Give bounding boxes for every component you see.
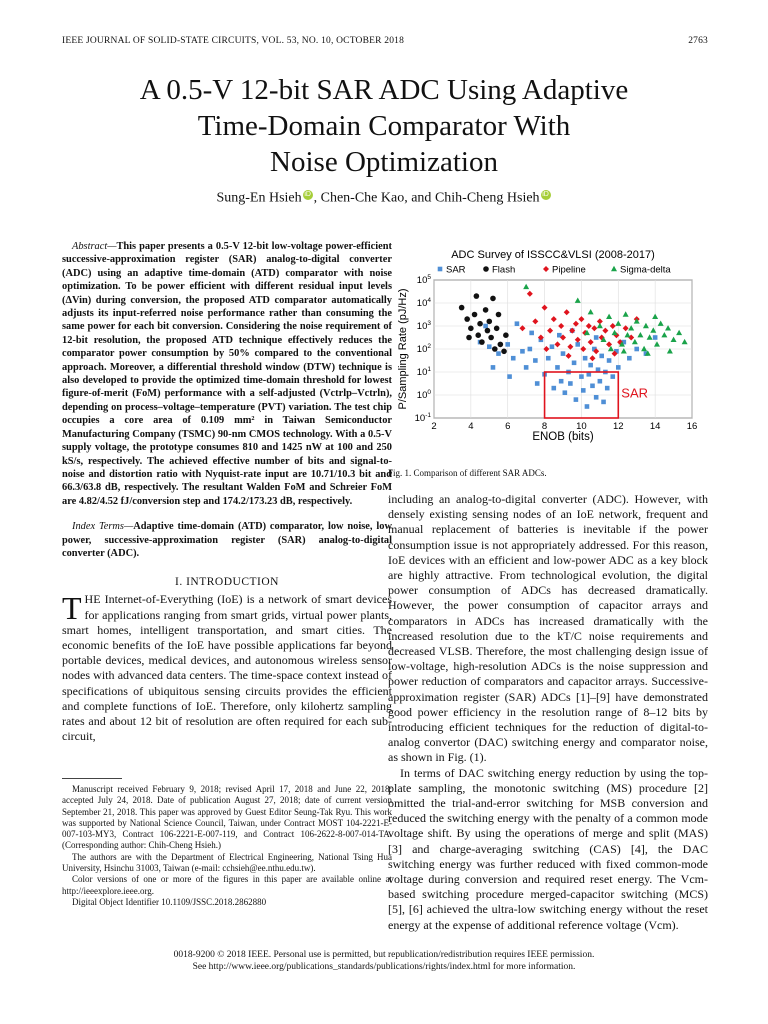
flash-point	[501, 349, 507, 355]
sar-point	[487, 344, 492, 349]
footnote-affiliation: The authors are with the Department of Electrical Engineering, National Tsing Hua University, Hsinchu 31003, Taiwan (e-mail: cchsieh@ee.nthu.edu.tw).	[62, 851, 392, 874]
x-tick-label: 10	[576, 421, 587, 432]
x-axis-label: ENOB (bits)	[532, 431, 594, 443]
chart-legend	[438, 265, 672, 276]
sar-point	[507, 374, 512, 379]
footnote-divider	[62, 778, 122, 779]
flash-point	[464, 316, 470, 322]
y-axis-label: P/Sampling Rate (pJ/Hz)	[397, 288, 409, 410]
flash-point	[474, 293, 480, 299]
abstract	[62, 240, 392, 508]
sar-point	[594, 395, 599, 400]
sar-point	[610, 374, 615, 379]
legend-marker	[438, 267, 443, 272]
intro-paragraph	[62, 592, 392, 744]
sar-point	[555, 365, 560, 370]
title-line-2: Time-Domain Comparator With	[197, 110, 571, 142]
body-paragraph: including an analog-to-digital converter (ADC). However, with densely existing sensing nodes of an IoE network, frequent and manual replacement of batteries is inevitable if the power consumption issue is not appropriately addressed. For this reason, IoE devices with an efficient and low-power ADC as a key block are highly attractive. From technological evolution, the digital power consumption of ADCs has decreased dramatically. However, the power consumption of capacitor arrays and comparators in ADCs has increased dramatically with the increased resolution due to the kT/C noise requirements and decreased VLSB. Therefore, the most challenging design issue of low-voltage, high-resolution ADCs is the noise suppression and power reduction of comparators and capacitor arrays. Successive-approximation register (SAR) ADCs [1]–[9] have demonstrated good power efficiency in the resolution range of 8–12 bits by introducing efficient techniques for the reduction of digital-to-analog convertor (DAC) switching energy and comparator noise, as shown in Fig. (1).	[388, 492, 708, 765]
sar-point	[585, 404, 590, 409]
sar-point	[572, 361, 577, 366]
y-tick-label: $10^2$	[416, 343, 431, 355]
sar-point	[581, 388, 586, 393]
flash-point	[485, 328, 491, 334]
sar-point	[574, 397, 579, 402]
sar-point	[563, 390, 568, 395]
sar-point	[588, 363, 593, 368]
body-paragraph: In terms of DAC switching energy reduction by using the top-plate sampling, the monotonic switching (MS) procedure [2] omitted the trial-and-error switching for MSB conversion and reduced the switching energy with the penalty of a common mode voltage shift. By using the operations of merge and split (MAS) [3] and charge-averaging switching (CAS) [4], the DAC switching energy was further reduced with fixed common-mode voltage during conversion and required reset energy. The Vcm-based switching procedure merged-capacitor switching (MCS) [5], [6] achieved the ultra-low switching energy without the reset energy at the expense of additional reference voltage (Vcm).	[388, 765, 708, 932]
y-tick-label: $10^5$	[416, 274, 431, 286]
title-line-3: Noise Optimization	[270, 146, 498, 178]
x-tick-label: 12	[612, 421, 624, 432]
flash-point	[475, 332, 481, 338]
figure-caption: Fig. 1. Comparison of different SAR ADCs.	[388, 468, 547, 478]
footnote-manuscript: Manuscript received February 9, 2018; revised April 17, 2018 and June 22, 2018; accepted July 24, 2018. Date of publication August 27, 2018; date of current version September 21, 2018. This paper was approved by Guest Editor Seung-Tak Ryu. This work was supported by National Science Council, Taiwan, under Contract MOST 104-2221-E-007-103-MY3, Contract 106-2221-E-007-119, and Contract 106-2622-8-007-014-TA. (Corresponding author: Chih-Cheng Hsieh.)	[62, 784, 392, 851]
figure-1-chart	[388, 240, 708, 460]
flash-point	[468, 326, 474, 332]
sar-point	[579, 374, 584, 379]
index-terms	[62, 520, 392, 560]
rights-line: See http://www.ieee.org/publications_standards/publications/rights/index.html for more information.	[192, 962, 576, 972]
sar-point	[496, 351, 501, 356]
y-tick-label: $10^3$	[416, 320, 431, 332]
sar-point	[520, 349, 525, 354]
abstract-text: This paper presents a 0.5-V 12-bit low-voltage power-efficient successive-approximation register (SAR) analog-to-digital converter (ADC) using an adaptive time-domain (ATD) comparator with noise optimization. To be power efficient with different residual input levels (ΔVin) during conversion, the proposed ATD comparator automatically adjusts its input-referred noise performance rather than consuming the same power for each bit conversion. Considering the noise requirement of 12-bit resolution, the proposed ATD technique effectively reduces the comparator power consumption by 50% compared to the conventional approach. Moreover, a differential threshold window (DTW) technique is also developed to provide the optimized time-domain threshold for lowest figure-of-merit (FoM) performance with a self-adjusted (Vctrlp–Vctrln), depending on process–voltage–temperature (PVT) variation. The test chip occupies a core area of 0.109 mm² in Taiwan Semiconductor Manufacturing Company (TSMC) 90-nm CMOS technology. With a 0.5-V supply voltage, the prototype consumes 810 and 1425 nW at 100 and 250 kS/s, respectively. The achieved effective number of bits and signal-to-noise and distortion ratio with Nyquist-rate input are 10.71/10.3 bit and 66.3/63.8 dB, respectively. The resultant Walden FoM and Schreier FoM are 4.82/4.52 fJ/conversion step and 174.2/173.23 dB, respectively.	[62, 241, 392, 507]
annotation-label: SAR	[621, 385, 649, 401]
sar-point	[535, 381, 540, 386]
sar-point	[598, 379, 603, 384]
flash-point	[459, 305, 465, 311]
flash-point	[496, 312, 502, 318]
sar-point	[634, 347, 639, 352]
sar-point	[599, 354, 604, 359]
legend-label: Flash	[492, 264, 516, 276]
flash-point	[477, 321, 483, 327]
running-header: IEEE JOURNAL OF SOLID-STATE CIRCUITS, VOL. 53, NO. 10, OCTOBER 2018	[62, 36, 405, 46]
right-body-text	[388, 492, 708, 933]
orcid-icon[interactable]: iD	[304, 191, 311, 198]
sar-point	[607, 358, 612, 363]
sar-point	[583, 356, 588, 361]
y-tick-label: $10^{-1}$	[414, 412, 431, 424]
sar-point	[594, 335, 599, 340]
sar-point	[546, 356, 551, 361]
legend-marker	[611, 266, 617, 271]
footnote	[62, 784, 392, 908]
legend-marker	[483, 266, 489, 272]
footnote-color: Color versions of one or more of the figures in this paper are available online at http://ieeexplore.ieee.org.	[62, 874, 392, 896]
sar-point	[551, 386, 556, 391]
page-number: 2763	[688, 36, 708, 46]
orcid-icon[interactable]: iD	[542, 191, 549, 198]
flash-point	[483, 307, 489, 313]
y-tick-label: $10^4$	[416, 297, 431, 309]
x-tick-label: 2	[431, 421, 437, 432]
flash-point	[503, 332, 509, 338]
sar-point	[491, 365, 496, 370]
y-tick-label: $10^1$	[416, 366, 431, 378]
copyright-notice	[0, 949, 768, 973]
author-3: Chih-Cheng Hsieh	[434, 190, 540, 206]
section-heading: I. INTRODUCTION	[175, 576, 279, 589]
flash-point	[466, 335, 472, 341]
sar-point	[616, 365, 621, 370]
index-terms-label: Index Terms—	[72, 521, 134, 533]
sar-point	[505, 342, 510, 347]
legend-label: Pipeline	[552, 264, 586, 276]
chart-svg	[388, 240, 708, 460]
footnote-doi: Digital Object Identifier 10.1109/JSSC.2018.2862880	[72, 896, 267, 907]
sar-point	[627, 356, 632, 361]
sar-point	[561, 351, 566, 356]
title-line-1: A 0.5-V 12-bit SAR ADC Using Adaptive	[139, 74, 629, 106]
legend-label: Sigma-delta	[620, 264, 671, 276]
sar-point	[528, 347, 533, 352]
flash-point	[492, 346, 498, 352]
sar-point	[605, 386, 610, 391]
flash-point	[488, 335, 494, 341]
flash-point	[494, 326, 500, 332]
sar-point	[511, 356, 516, 361]
sar-point	[533, 358, 538, 363]
sar-point	[529, 331, 534, 336]
abstract-label: Abstract—	[72, 241, 117, 252]
sar-point	[550, 344, 555, 349]
right-column	[388, 240, 708, 933]
author-1: Sung-En Hsieh	[216, 190, 302, 206]
flash-point	[472, 312, 478, 318]
sar-point	[590, 384, 595, 389]
chart-title: ADC Survey of ISSCC&VLSI (2008-2017)	[451, 249, 655, 261]
sar-point	[524, 365, 529, 370]
sar-point	[568, 381, 573, 386]
drop-cap: T	[62, 590, 82, 627]
legend-label: SAR	[446, 264, 466, 276]
index-terms-text: Adaptive time-domain (ATD) comparator, low noise, low power, successive-approximation register (SAR) analog-to-digital converter (ADC).	[62, 521, 392, 559]
flash-point	[479, 339, 485, 345]
sar-point	[559, 379, 564, 384]
left-column	[62, 240, 392, 744]
sar-point	[515, 321, 520, 326]
flash-point	[490, 296, 496, 302]
x-tick-label: 16	[686, 421, 698, 432]
x-tick-label: 6	[505, 421, 511, 432]
legend-marker	[543, 266, 549, 272]
x-tick-label: 8	[541, 421, 548, 432]
paper-title	[0, 72, 768, 180]
sar-point	[483, 324, 488, 329]
x-tick-label: 14	[649, 421, 661, 432]
y-tick-label: $10^0$	[416, 389, 431, 401]
flash-point	[498, 342, 504, 348]
x-tick-label: 4	[468, 421, 474, 432]
author-separator: , Chen-Che Kao, and	[313, 190, 435, 206]
sar-point	[653, 335, 658, 340]
author-list	[0, 190, 768, 207]
intro-text: HE Internet-of-Everything (IoE) is a network of smart devices for applications ranging from smart grids, virtual power plants, smart homes, intelligent transportation, and smart cities. The economic benefits of the IoE have possible applications far beyond portable devices, medical devices, and autonomous wireless sensor nodes with advanced data centers. The time-space context instead of specifications of ubiquitous sensing circuits provides the efficient and complete functions of IoE. Therefore, only kilohertz sampling rates and about 12 bit of resolution are often required for each sub-circuit,	[62, 592, 392, 744]
sar-point	[601, 400, 606, 405]
flash-point	[486, 319, 492, 325]
copyright-line: 0018-9200 © 2018 IEEE. Personal use is permitted, but republication/redistribution requires IEEE permission.	[173, 950, 595, 960]
